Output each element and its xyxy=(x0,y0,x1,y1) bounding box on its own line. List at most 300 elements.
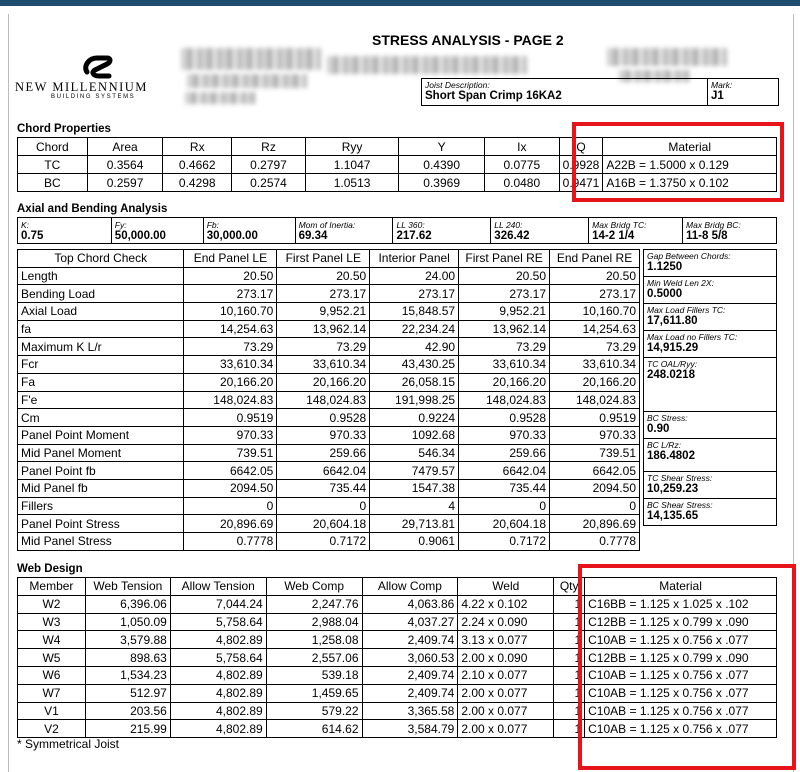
cell: Panel Point Stress xyxy=(18,515,184,533)
cell: 735.44 xyxy=(277,479,370,497)
cell: 273.17 xyxy=(277,285,370,303)
cell: 1 xyxy=(554,631,585,649)
cell-label: Max Load no Fillers TC: xyxy=(647,332,738,342)
cell: A22B = 1.5000 x 0.129 xyxy=(603,156,777,174)
column-header: Web Tension xyxy=(85,578,170,596)
page-title: STRESS ANALYSIS - PAGE 2 xyxy=(372,32,564,48)
cell: 73.29 xyxy=(277,338,370,356)
cell: 7479.57 xyxy=(370,462,459,480)
window-top-bar xyxy=(0,0,800,6)
axial-bending-table xyxy=(17,217,777,244)
cell: 4.22 x 0.102 xyxy=(458,595,554,613)
cell: 739.51 xyxy=(550,444,640,462)
cell: 148,024.83 xyxy=(184,391,277,409)
cell: 20,604.18 xyxy=(277,515,370,533)
cell: 0.7172 xyxy=(459,533,550,551)
cell: 15,848.57 xyxy=(370,303,459,321)
cell: 0.0480 xyxy=(484,174,559,192)
cell: 24.00 xyxy=(370,267,459,285)
column-header: Ix xyxy=(484,138,559,156)
cell: 20,166.20 xyxy=(459,373,550,391)
cell: A16B = 1.3750 x 0.102 xyxy=(603,174,777,192)
cell: 3,365.58 xyxy=(362,702,458,720)
cell: C10AB = 1.125 x 0.756 x .077 xyxy=(585,684,777,702)
cell-label: BC Stress: xyxy=(647,413,688,423)
cell: 0.3564 xyxy=(87,156,163,174)
column-header: Y xyxy=(399,138,485,156)
cell-value: 326.42 xyxy=(494,229,530,242)
cell-label: LL 360: xyxy=(396,219,425,230)
cell: 970.33 xyxy=(277,426,370,444)
cell: 6642.05 xyxy=(550,462,640,480)
column-header: End Panel LE xyxy=(184,250,277,268)
cell: 26,058.15 xyxy=(370,373,459,391)
cell xyxy=(644,412,777,439)
cell: 14,254.63 xyxy=(550,320,640,338)
cell-value: 14,915.29 xyxy=(647,342,699,354)
cell: 0.0775 xyxy=(484,156,559,174)
cell: 273.17 xyxy=(370,285,459,303)
cell: 14,254.63 xyxy=(184,320,277,338)
cell: 4,063.86 xyxy=(362,595,458,613)
cell: 2,409.74 xyxy=(362,631,458,649)
cell: 1,258.08 xyxy=(266,631,362,649)
cell: Length xyxy=(18,267,184,285)
table-row xyxy=(18,303,640,321)
cell: 20,166.20 xyxy=(550,373,640,391)
cell xyxy=(644,358,777,412)
redacted-region xyxy=(181,48,321,70)
cell: 0 xyxy=(550,497,640,515)
top-chord-check-table xyxy=(17,249,640,551)
cell: 0.9224 xyxy=(370,409,459,427)
column-header: Ryy xyxy=(305,138,399,156)
cell: 2,988.04 xyxy=(266,613,362,631)
cell: BC xyxy=(18,174,88,192)
cell-label: BC L/Rz: xyxy=(647,440,682,450)
cell: 1547.38 xyxy=(370,479,459,497)
column-header: Qty xyxy=(554,578,585,596)
cell: 3,584.79 xyxy=(362,720,458,738)
side-info-row xyxy=(644,331,777,358)
table-row xyxy=(18,285,640,303)
cell: 20.50 xyxy=(459,267,550,285)
table-row xyxy=(18,479,640,497)
table-row xyxy=(18,409,640,427)
cell-value: 248.0218 xyxy=(647,369,695,381)
cell: 546.34 xyxy=(370,444,459,462)
cell-label: TC OAL/Ryy: xyxy=(647,359,698,369)
cell-value: 0.90 xyxy=(647,423,670,435)
cell: 33,610.34 xyxy=(459,356,550,374)
highlight-box xyxy=(572,122,784,202)
mark-box xyxy=(707,78,779,106)
joist-description-label: Joist Description: xyxy=(425,80,490,90)
cell-value: 10,259.23 xyxy=(647,483,699,495)
cell: 1 xyxy=(554,666,585,684)
cell: 203.56 xyxy=(85,702,170,720)
column-header: Q xyxy=(559,138,603,156)
cell xyxy=(295,218,393,244)
cell xyxy=(644,472,777,499)
cell: 6642.04 xyxy=(459,462,550,480)
cell: Maximum K L/r xyxy=(18,338,184,356)
cell: Axial Load xyxy=(18,303,184,321)
cell xyxy=(393,218,491,244)
cell: 33,610.34 xyxy=(277,356,370,374)
footnote: * Symmetrical Joist xyxy=(17,737,120,751)
cell: 1 xyxy=(554,684,585,702)
cell: 4,802.89 xyxy=(170,684,266,702)
cell-value: 50,000.00 xyxy=(114,229,166,242)
table-header-row xyxy=(18,250,640,268)
table-row xyxy=(18,218,777,244)
cell: 6,396.06 xyxy=(85,595,170,613)
cell: 5,758.64 xyxy=(170,613,266,631)
cell: 20.50 xyxy=(184,267,277,285)
cell-value: 14-2 1/4 xyxy=(592,229,635,242)
cell: 20.50 xyxy=(277,267,370,285)
cell xyxy=(683,218,777,244)
cell-label: BC Shear Stress: xyxy=(647,500,713,510)
cell: 0.9528 xyxy=(277,409,370,427)
joist-description-box xyxy=(421,78,708,106)
cell: 0 xyxy=(184,497,277,515)
cell: 0.9928 xyxy=(559,156,603,174)
column-header: Top Chord Check xyxy=(18,250,184,268)
cell: 970.33 xyxy=(550,426,640,444)
column-header: First Panel RE xyxy=(459,250,550,268)
column-header: End Panel RE xyxy=(550,250,640,268)
table-row xyxy=(18,338,640,356)
cell: 33,610.34 xyxy=(550,356,640,374)
cell: 2,557.06 xyxy=(266,649,362,667)
mark-value: J1 xyxy=(711,90,724,102)
cell xyxy=(491,218,589,244)
cell: 1,459.65 xyxy=(266,684,362,702)
cell: V1 xyxy=(18,702,86,720)
cell: 259.66 xyxy=(277,444,370,462)
cell xyxy=(18,218,112,244)
cell: 3,579.88 xyxy=(85,631,170,649)
column-header: Material xyxy=(585,578,777,596)
cell: 2.00 x 0.077 xyxy=(458,702,554,720)
column-header: Rx xyxy=(163,138,232,156)
cell: 4,802.89 xyxy=(170,666,266,684)
cell: W6 xyxy=(18,666,86,684)
chord-properties-heading: Chord Properties xyxy=(17,123,111,135)
cell-value: 30,000.00 xyxy=(206,229,258,242)
cell xyxy=(644,304,777,331)
cell: 259.66 xyxy=(459,444,550,462)
cell: 273.17 xyxy=(184,285,277,303)
cell: 3.13 x 0.077 xyxy=(458,631,554,649)
cell: 0.9471 xyxy=(559,174,603,192)
cell: 29,713.81 xyxy=(370,515,459,533)
highlight-box xyxy=(578,564,796,770)
cell: 2,409.74 xyxy=(362,684,458,702)
cell: 20,166.20 xyxy=(277,373,370,391)
cell: 4,037.27 xyxy=(362,613,458,631)
joist-description-value: Short Span Crimp 16KA2 xyxy=(425,90,562,102)
cell: Fa xyxy=(18,373,184,391)
cell: 970.33 xyxy=(184,426,277,444)
side-info-row xyxy=(644,439,777,472)
cell-label: Fy: xyxy=(114,219,127,230)
column-header: Chord xyxy=(18,138,88,156)
column-header: Allow Tension xyxy=(170,578,266,596)
cell: 4,802.89 xyxy=(170,631,266,649)
cell: W7 xyxy=(18,684,86,702)
cell: Fillers xyxy=(18,497,184,515)
cell-value: 14,135.65 xyxy=(647,510,699,522)
cell: F'e xyxy=(18,391,184,409)
cell: 0.3969 xyxy=(399,174,485,192)
mark-label: Mark: xyxy=(711,80,733,90)
cell xyxy=(203,218,295,244)
column-header: Allow Comp xyxy=(362,578,458,596)
cell: 7,044.24 xyxy=(170,595,266,613)
cell: C16BB = 1.125 x 1.025 x .102 xyxy=(585,595,777,613)
cell: 579.22 xyxy=(266,702,362,720)
cell: C10AB = 1.125 x 0.756 x .077 xyxy=(585,666,777,684)
cell: 739.51 xyxy=(184,444,277,462)
side-info-row xyxy=(644,250,777,277)
side-info-row xyxy=(644,499,777,526)
cell: 0.2797 xyxy=(232,156,306,174)
cell: TC xyxy=(18,156,88,174)
cell: 0.2574 xyxy=(232,174,306,192)
cell: C12BB = 1.125 x 0.799 x .090 xyxy=(585,649,777,667)
cell: 73.29 xyxy=(184,338,277,356)
cell: 0.4298 xyxy=(163,174,232,192)
cell: 9,952.21 xyxy=(277,303,370,321)
cell: Mid Panel fb xyxy=(18,479,184,497)
cell: 73.29 xyxy=(550,338,640,356)
cell: 2,247.76 xyxy=(266,595,362,613)
cell: 22,234.24 xyxy=(370,320,459,338)
cell: 20,166.20 xyxy=(184,373,277,391)
cell: 1 xyxy=(554,595,585,613)
cell: 970.33 xyxy=(459,426,550,444)
document-page xyxy=(8,14,794,772)
cell: 273.17 xyxy=(459,285,550,303)
cell: 0 xyxy=(277,497,370,515)
table-row xyxy=(18,320,640,338)
cell: 0.9519 xyxy=(550,409,640,427)
cell: 13,962.14 xyxy=(459,320,550,338)
cell: 898.63 xyxy=(85,649,170,667)
table-row xyxy=(18,373,640,391)
side-info-row xyxy=(644,358,777,412)
cell: 539.18 xyxy=(266,666,362,684)
cell: 614.62 xyxy=(266,720,362,738)
cell: 6642.04 xyxy=(277,462,370,480)
cell: 3,060.53 xyxy=(362,649,458,667)
redacted-region xyxy=(187,74,307,88)
cell: 2.24 x 0.090 xyxy=(458,613,554,631)
cell: 73.29 xyxy=(459,338,550,356)
cell: 0.9528 xyxy=(459,409,550,427)
table-row xyxy=(18,391,640,409)
cell: Panel Point fb xyxy=(18,462,184,480)
cell: 1 xyxy=(554,649,585,667)
table-row xyxy=(18,533,640,551)
cell: 0.9519 xyxy=(184,409,277,427)
cell: W2 xyxy=(18,595,86,613)
table-row xyxy=(18,497,640,515)
column-header: Web Comp xyxy=(266,578,362,596)
redacted-region xyxy=(327,56,527,74)
cell: W5 xyxy=(18,649,86,667)
cell: Mid Panel Moment xyxy=(18,444,184,462)
cell: V2 xyxy=(18,720,86,738)
cell: 4,802.89 xyxy=(170,702,266,720)
cell: 148,024.83 xyxy=(277,391,370,409)
column-header: Material xyxy=(603,138,777,156)
cell: 0 xyxy=(459,497,550,515)
cell: 2094.50 xyxy=(550,479,640,497)
cell: 2,409.74 xyxy=(362,666,458,684)
cell: 5,758.64 xyxy=(170,649,266,667)
cell: Cm xyxy=(18,409,184,427)
cell: C10AB = 1.125 x 0.756 x .077 xyxy=(585,631,777,649)
cell: 1 xyxy=(554,613,585,631)
cell: 4 xyxy=(370,497,459,515)
cell: C12BB = 1.125 x 0.799 x .090 xyxy=(585,613,777,631)
table-row xyxy=(18,426,640,444)
cell-label: Max Load Fillers TC: xyxy=(647,305,726,315)
cell: 273.17 xyxy=(550,285,640,303)
cell: 20.50 xyxy=(550,267,640,285)
company-logo xyxy=(15,52,180,102)
cell: 43,430.25 xyxy=(370,356,459,374)
cell-value: 0.75 xyxy=(21,229,44,242)
logo-mark-icon xyxy=(81,52,115,82)
cell: 0.2597 xyxy=(87,174,163,192)
cell: 1.1047 xyxy=(305,156,399,174)
cell xyxy=(644,277,777,304)
cell: 1092.68 xyxy=(370,426,459,444)
cell: 0.7778 xyxy=(550,533,640,551)
cell: fa xyxy=(18,320,184,338)
table-row xyxy=(18,462,640,480)
cell-label: LL 240: xyxy=(494,219,523,230)
axial-bending-heading: Axial and Bending Analysis xyxy=(17,203,168,215)
cell-value: 0.5000 xyxy=(647,288,683,300)
cell: 42.90 xyxy=(370,338,459,356)
cell: 735.44 xyxy=(459,479,550,497)
cell xyxy=(644,499,777,526)
cell-value: 186.4802 xyxy=(647,450,695,462)
cell-label: Gap Between Chords: xyxy=(647,251,731,261)
cell: 0.4662 xyxy=(163,156,232,174)
cell: 0.4390 xyxy=(399,156,485,174)
cell: 20,604.18 xyxy=(459,515,550,533)
cell-value: 69.34 xyxy=(298,229,328,242)
column-header: First Panel LE xyxy=(277,250,370,268)
table-row xyxy=(18,444,640,462)
cell-label: K: xyxy=(21,219,30,230)
table-row xyxy=(18,515,640,533)
cell: 191,998.25 xyxy=(370,391,459,409)
cell: 6642.05 xyxy=(184,462,277,480)
cell: C10AB = 1.125 x 0.756 x .077 xyxy=(585,720,777,738)
column-header: Rz xyxy=(232,138,306,156)
table-row xyxy=(18,267,640,285)
cell: 2.00 x 0.077 xyxy=(458,684,554,702)
cell: 148,024.83 xyxy=(550,391,640,409)
side-info-row xyxy=(644,277,777,304)
cell: 0.7778 xyxy=(184,533,277,551)
cell: 2094.50 xyxy=(184,479,277,497)
cell: 512.97 xyxy=(85,684,170,702)
cell: 20,896.69 xyxy=(184,515,277,533)
cell xyxy=(644,250,777,277)
cell xyxy=(644,331,777,358)
cell-label: Mom of Inertia: xyxy=(298,219,356,230)
cell-label: TC Shear Stress: xyxy=(647,473,713,483)
cell: 148,024.83 xyxy=(459,391,550,409)
cell: 33,610.34 xyxy=(184,356,277,374)
logo-sub: BUILDING SYSTEMS xyxy=(51,94,136,100)
cell xyxy=(111,218,203,244)
cell: 10,160.70 xyxy=(550,303,640,321)
cell: 2.10 x 0.077 xyxy=(458,666,554,684)
column-header: Weld xyxy=(458,578,554,596)
cell: C10AB = 1.125 x 0.756 x .077 xyxy=(585,702,777,720)
cell: 9,952.21 xyxy=(459,303,550,321)
cell: 1 xyxy=(554,702,585,720)
cell: 1,534.23 xyxy=(85,666,170,684)
cell: 1 xyxy=(554,720,585,738)
web-design-heading: Web Design xyxy=(17,563,83,575)
cell: 2.00 x 0.090 xyxy=(458,649,554,667)
cell-label: Max Bridg BC: xyxy=(686,219,741,230)
cell: Panel Point Moment xyxy=(18,426,184,444)
column-header: Member xyxy=(18,578,86,596)
cell: W4 xyxy=(18,631,86,649)
cell: 13,962.14 xyxy=(277,320,370,338)
cell: 1,050.09 xyxy=(85,613,170,631)
cell: 10,160.70 xyxy=(184,303,277,321)
cell: 2.00 x 0.077 xyxy=(458,720,554,738)
cell: Bending Load xyxy=(18,285,184,303)
cell: 0.9061 xyxy=(370,533,459,551)
cell xyxy=(644,439,777,472)
redacted-region xyxy=(607,48,727,66)
cell: 4,802.89 xyxy=(170,720,266,738)
cell: Mid Panel Stress xyxy=(18,533,184,551)
cell: W3 xyxy=(18,613,86,631)
side-info-row xyxy=(644,304,777,331)
logo-name: NEW MILLENNIUM xyxy=(15,80,148,94)
cell: 1.0513 xyxy=(305,174,399,192)
cell-label: Fb: xyxy=(206,219,219,230)
side-info-table xyxy=(643,249,777,526)
side-info-row xyxy=(644,412,777,439)
redacted-region xyxy=(185,92,255,104)
cell-label: Min Weld Len 2X: xyxy=(647,278,714,288)
cell: 20,896.69 xyxy=(550,515,640,533)
cell-value: 217.62 xyxy=(396,229,432,242)
cell-value: 1.1250 xyxy=(647,261,683,273)
side-info-row xyxy=(644,472,777,499)
cell-value: 11-8 5/8 xyxy=(686,229,728,242)
cell xyxy=(589,218,683,244)
cell: 0.7172 xyxy=(277,533,370,551)
cell: 215.99 xyxy=(85,720,170,738)
